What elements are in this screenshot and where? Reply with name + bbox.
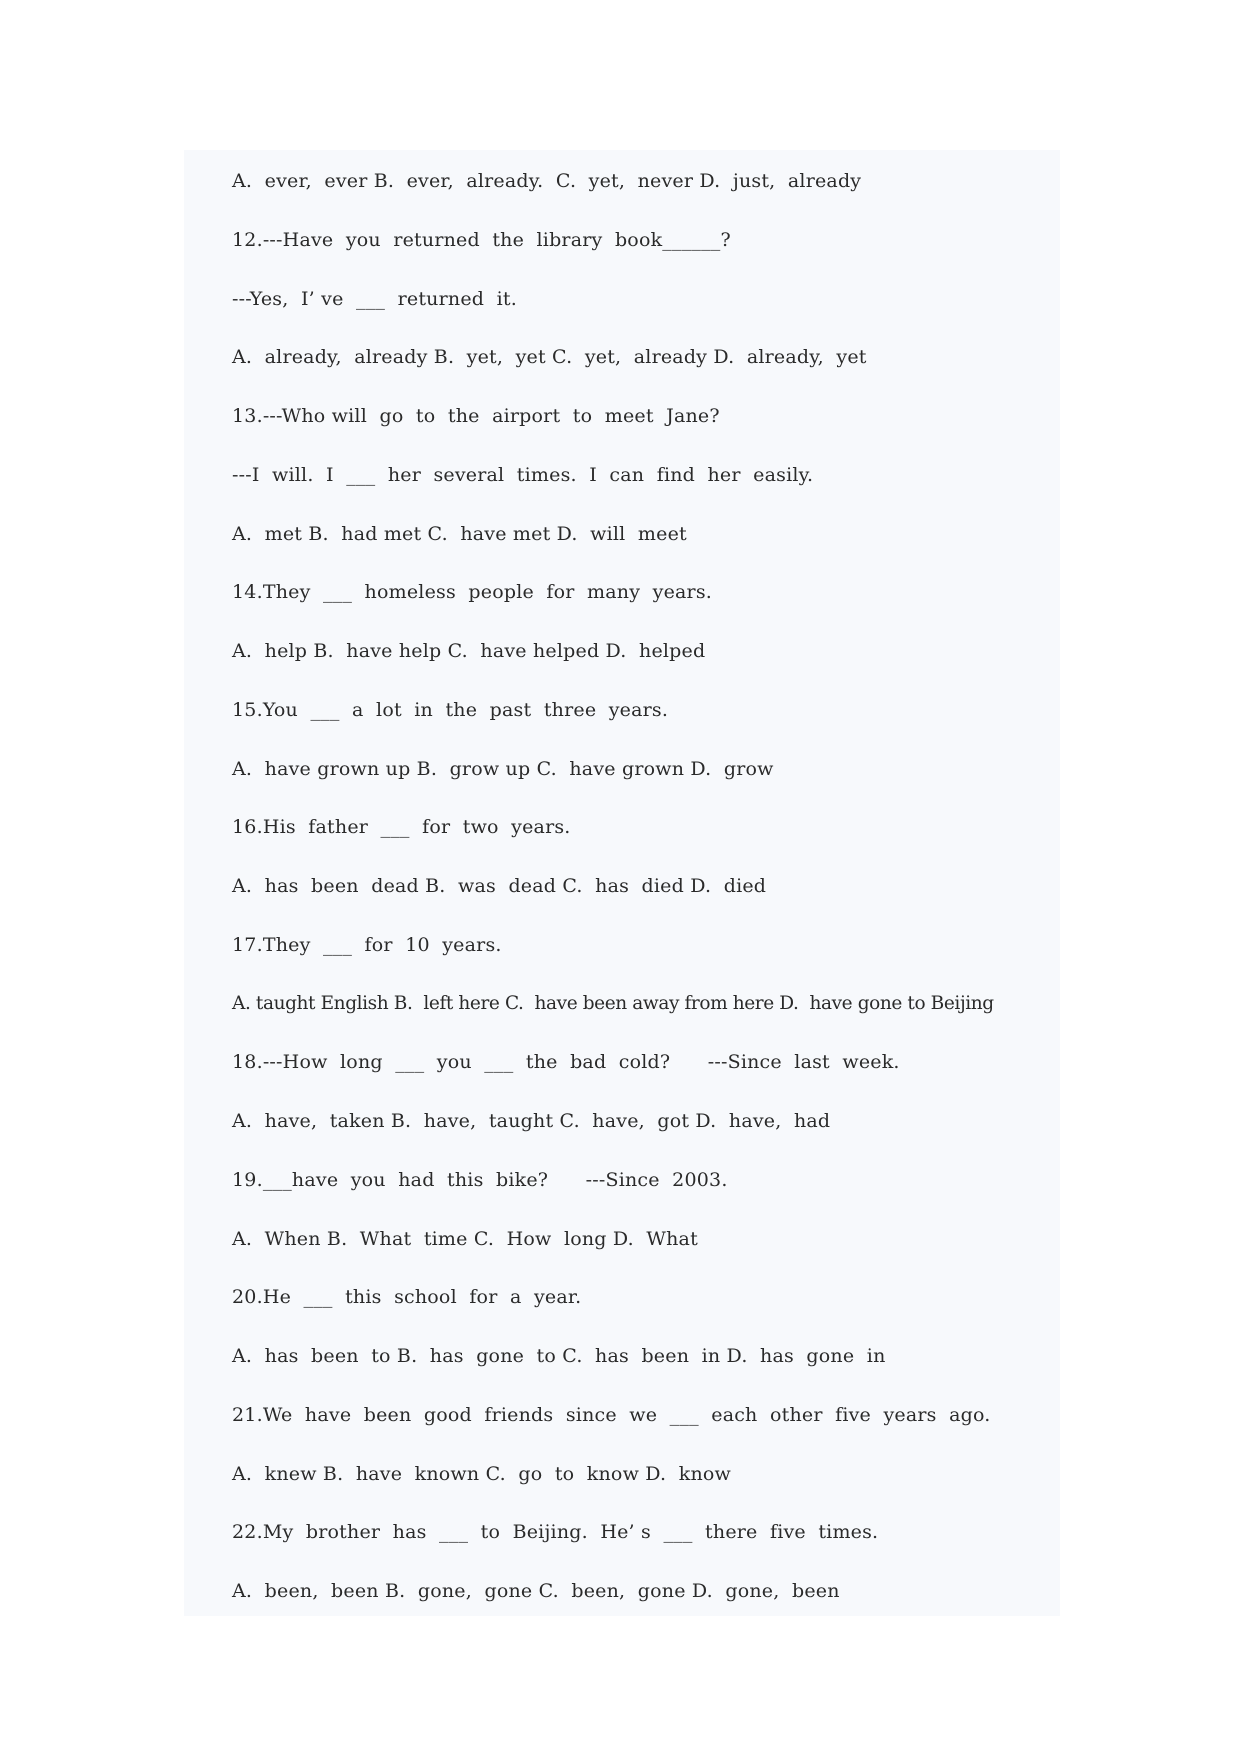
- text-line: A. have, taken B. have, taught C. have, got D. have, had: [232, 1110, 831, 1132]
- text-line: 21.We have been good friends since we ___ each other five years ago.: [232, 1403, 991, 1426]
- text-line: 17.They ___ for 10 years.: [232, 933, 502, 956]
- text-line: A. help B. have help C. have helped D. helped: [232, 640, 706, 662]
- text-line: 13.---Who will go to the airport to meet Jane?: [232, 405, 720, 427]
- text-line: A. been, been B. gone, gone C. been, gone D. gone, been: [232, 1580, 840, 1602]
- text-line: A. taught English B. left here C. have been away from here D. have gone to Beijing: [232, 992, 994, 1014]
- text-line: 12.---Have you returned the library book______?: [232, 228, 731, 251]
- text-line: ---I will. I ___ her several times. I can find her easily.: [232, 463, 814, 486]
- text-line: 19.___have you had this bike? ---Since 2003.: [232, 1168, 728, 1191]
- text-line: A. knew B. have known C. go to know D. know: [232, 1462, 731, 1485]
- text-line: A. ever, ever B. ever, already. C. yet, never D. just, already: [232, 170, 862, 192]
- text-line: 20.He ___ this school for a year.: [232, 1286, 582, 1309]
- text-line: A. already, already B. yet, yet C. yet, already D. already, yet: [232, 346, 867, 369]
- text-line: A. When B. What time C. How long D. What: [232, 1227, 698, 1250]
- text-line: 18.---How long ___ you ___ the bad cold? ---Since last week.: [232, 1051, 900, 1074]
- text-line: 22.My brother has ___ to Beijing. He’ s ___ there five times.: [232, 1521, 879, 1544]
- text-line: A. met B. had met C. have met D. will meet: [232, 522, 687, 545]
- question-list: [232, 164, 1092, 1633]
- text-line: ---Yes, I’ ve ___ returned it.: [232, 287, 517, 310]
- text-line: 15.You ___ a lot in the past three years.: [232, 698, 669, 721]
- text-line: 14.They ___ homeless people for many years.: [232, 581, 713, 604]
- text-line: A. has been dead B. was dead C. has died D. died: [232, 875, 767, 897]
- text-line: A. have grown up B. grow up C. have grown D. grow: [232, 757, 774, 780]
- text-line: A. has been to B. has gone to C. has been in D. has gone in: [232, 1345, 886, 1367]
- text-line: 16.His father ___ for two years.: [232, 816, 571, 839]
